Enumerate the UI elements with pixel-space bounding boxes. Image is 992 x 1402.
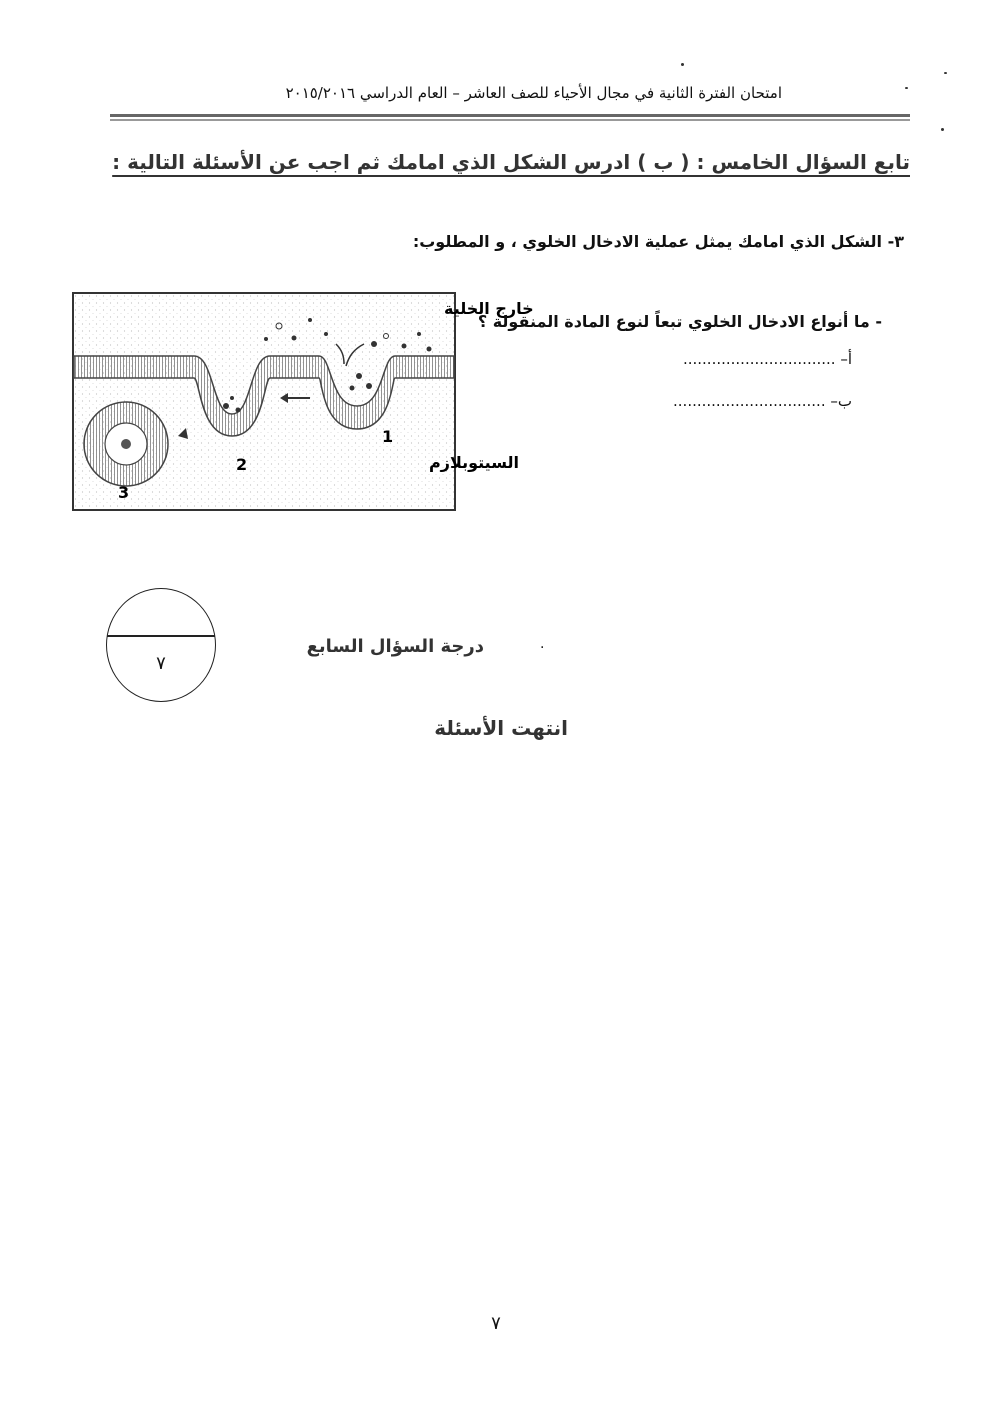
label-cytoplasm: السيتوبلازم [429, 453, 519, 472]
endocytosis-diagram [74, 294, 534, 509]
question-statement: ٣- الشكل الذي امامك يمثل عملية الادخال الخلوي ، و المطلوب: [412, 232, 904, 251]
particle [417, 332, 421, 336]
answer-line-a[interactable] [683, 350, 852, 368]
particle [264, 337, 268, 341]
page-number: ٧ [491, 1313, 501, 1334]
answer-line-b[interactable] [673, 392, 852, 410]
grade-max-value: ٧ [156, 653, 166, 674]
scan-speck [905, 87, 908, 89]
particle [223, 403, 229, 409]
end-of-questions: انتهت الأسئلة [434, 716, 568, 740]
particle [308, 318, 312, 322]
answer-blank-a: ................................ [682, 350, 836, 368]
particle [236, 408, 241, 413]
answer-label-a: أ– [840, 350, 852, 368]
scan-speck: · [540, 640, 545, 656]
answer-blank-b: ................................ [673, 392, 826, 410]
answer-label-b: ب– [830, 392, 852, 410]
particle [402, 344, 407, 349]
particle [427, 347, 432, 352]
particle [366, 383, 372, 389]
scan-speck [941, 128, 944, 131]
label-outside-cell: خارج الخلية [444, 299, 534, 318]
stage-label-2: 2 [236, 455, 248, 474]
header-divider [110, 114, 910, 117]
stage-label-1: 1 [382, 427, 394, 446]
stage-label-3: 3 [118, 483, 130, 502]
exam-header-title: امتحان الفترة الثانية في مجال الأحياء للصف العاشر – العام الدراسي ٢٠١٥/٢٠١٦ [285, 84, 782, 102]
particle [230, 396, 234, 400]
header-divider-secondary [110, 119, 910, 121]
particle [356, 373, 362, 379]
sub-question: - ما أنواع الادخال الخلوي تبعاً لنوع المادة المنقولة ؟ [477, 312, 882, 331]
particle [324, 332, 328, 336]
particle [292, 336, 297, 341]
grade-label: درجة السؤال السابع [306, 636, 484, 657]
section-heading: تابع السؤال الخامس : ( ب ) ادرس الشكل الذي امامك ثم اجب عن الأسئلة التالية : [112, 150, 910, 174]
grade-divider [107, 635, 215, 637]
grade-circle [106, 588, 216, 702]
scan-speck [681, 63, 684, 66]
particle [371, 341, 377, 347]
endocytosis-figure [72, 292, 534, 511]
scan-speck [944, 72, 947, 74]
particle [350, 386, 355, 391]
vesicle-content [121, 439, 131, 449]
